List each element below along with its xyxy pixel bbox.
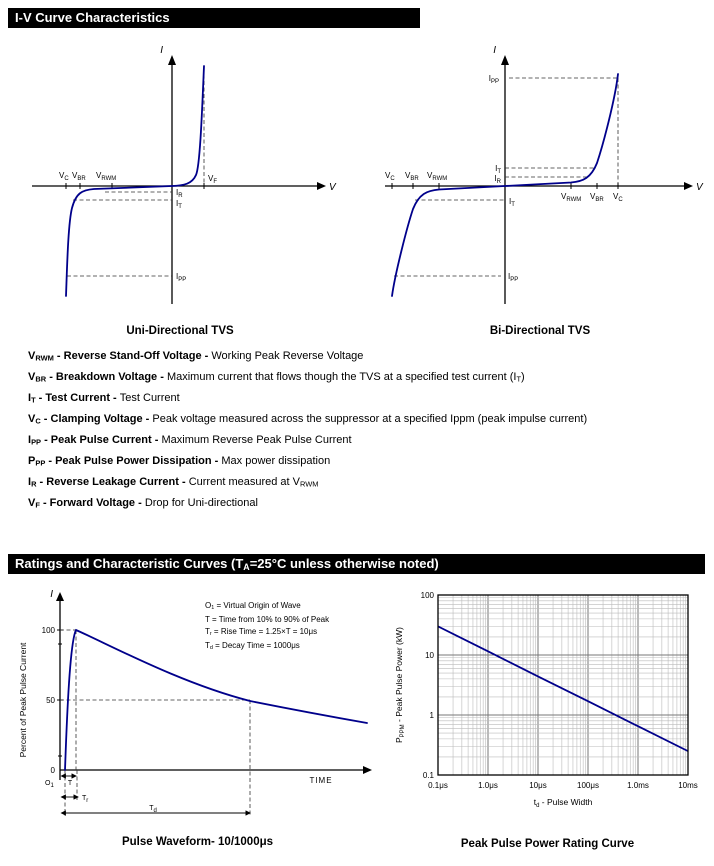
i-axis-label: I	[50, 589, 53, 600]
ytick-100: 100	[41, 626, 55, 635]
ytick-label: 100	[420, 591, 434, 600]
ipp-pos-label: $I_{PP}$	[488, 74, 499, 85]
bi-diagram-caption: Bi-Directional TVS	[489, 325, 591, 337]
definition-item: PPP - Peak Pulse Power Dissipation - Max power dissipation	[28, 455, 331, 468]
axes	[385, 45, 704, 304]
annotation-line: Tr = Rise Time = 1.25×T = 10μs	[205, 627, 318, 638]
plot-area	[438, 595, 688, 775]
dashed-guides	[60, 630, 250, 816]
xtick-label: 100μs	[577, 781, 599, 790]
dashed-guides	[67, 68, 204, 276]
power-caption: Peak Pulse Power Rating Curve	[460, 838, 635, 850]
ytick-label: 0.1	[422, 771, 434, 780]
xtick-label: 10μs	[529, 781, 547, 790]
definitions-list	[28, 346, 700, 514]
vbr-label: $V_{BR}$	[72, 171, 86, 182]
definition-item: VRWM - Reverse Stand-Off Voltage - Working Peak Reverse Voltage	[28, 350, 364, 363]
vrwm-label: $V_{RWM}$	[96, 171, 117, 182]
axes	[32, 45, 337, 304]
waveform-annotations	[205, 600, 329, 655]
xtick-label: 10ms	[678, 781, 698, 790]
definition-item: IR - Reverse Leakage Current - Current measured at VRWM	[28, 476, 319, 489]
time-axis-arrow-icon	[363, 766, 372, 774]
i-axis-label: I	[493, 45, 496, 56]
xtick-label: 0.1μs	[428, 781, 448, 790]
iv-curve-reverse	[66, 186, 172, 296]
definition-item: IT - Test Current - Test Current	[28, 392, 180, 405]
uni-tvs-diagram	[20, 38, 340, 322]
ipp-label: $I_{PP}$	[176, 272, 187, 283]
vc-pos-label: $V_C$	[613, 192, 623, 203]
section2-header	[8, 554, 705, 574]
y-tick-labels	[421, 591, 435, 780]
td-marker-label: Td	[149, 805, 157, 814]
x-tick-labels	[428, 781, 698, 790]
vc-neg-label: $V_C$	[385, 171, 395, 182]
power-ylabel: $P_{PPM}$ - Peak Pulse Power (kW)	[394, 627, 406, 743]
v-axis-arrow-icon	[317, 182, 326, 190]
xtick-label: 1.0μs	[478, 781, 498, 790]
definition-item: VC - Clamping Voltage - Peak voltage measured across the suppressor at a specified Ippm (peak impulse current)	[28, 413, 588, 426]
vbr-pos-label: $V_{BR}$	[590, 192, 604, 203]
annotation-line: T = Time from 10% to 90% of Peak	[205, 615, 330, 625]
annotation-line: O1 = Virtual Origin of Wave	[205, 601, 301, 612]
vbr-neg-label: $V_{BR}$	[405, 171, 419, 182]
section1-title: I-V Curve Characteristics	[15, 10, 170, 25]
it-pos-label: $I_T$	[495, 164, 501, 175]
bi-tvs-diagram	[375, 38, 705, 322]
power-xlabel: $t_d$ - Pulse Width	[533, 797, 593, 809]
i-axis-arrow-icon	[501, 55, 509, 65]
v-axis-label: V	[329, 182, 336, 193]
time-markers	[45, 776, 250, 814]
ytick-label: 1	[429, 711, 434, 720]
ir-label: $I_R$	[176, 188, 183, 199]
vrwm-pos-label: $V_{RWM}$	[561, 192, 582, 203]
iv-curve-positive	[505, 74, 618, 186]
tr-marker-label: Tr	[82, 795, 89, 804]
vrwm-neg-label: $V_{RWM}$	[427, 171, 448, 182]
waveform-ylabel: Percent of Peak Pulse Current	[18, 642, 28, 758]
uni-diagram-caption: Uni-Directional TVS	[126, 325, 234, 337]
iv-curve-forward	[172, 66, 204, 186]
it-label: $I_T$	[176, 199, 182, 210]
o1-marker-label: O1	[45, 780, 54, 789]
section1-header	[8, 8, 420, 28]
i-axis-label: I	[160, 45, 163, 56]
t-marker-label: T	[67, 780, 73, 787]
power-rating-chart	[390, 585, 705, 830]
vc-label: $V_C$	[59, 171, 69, 182]
vf-label: $V_F$	[208, 174, 218, 185]
v-axis-label: V	[696, 182, 703, 193]
ytick-label: 10	[425, 651, 434, 660]
i-axis-arrow-icon	[56, 592, 64, 601]
section2-title: Ratings and Characteristic Curves (TA=25°C unless otherwise noted)	[15, 556, 439, 572]
ir-pos-label: $I_R$	[494, 174, 501, 185]
v-axis-arrow-icon	[684, 182, 693, 190]
ipp-neg-label: $I_{PP}$	[508, 272, 519, 283]
definition-item: IPP - Peak Pulse Current - Maximum Reverse Peak Pulse Current	[28, 434, 352, 447]
waveform-caption: Pulse Waveform- 10/1000μs	[121, 836, 274, 848]
voltage-current-labels	[385, 74, 623, 283]
xtick-label: 1.0ms	[627, 781, 649, 790]
annotation-line: Td = Decay Time = 1000μs	[205, 641, 300, 652]
time-axis-label: TIME	[309, 776, 333, 785]
i-axis-arrow-icon	[168, 55, 176, 65]
iv-curve-negative	[392, 186, 505, 296]
ytick-50: 50	[46, 696, 55, 705]
definition-item: VF - Forward Voltage - Drop for Uni-directional	[28, 497, 258, 510]
definition-item: VBR - Breakdown Voltage - Maximum current that flows though the TVS at a specified test current (IT)	[28, 371, 525, 384]
it-neg-label: $I_T$	[509, 197, 515, 208]
ytick-0: 0	[50, 766, 55, 775]
